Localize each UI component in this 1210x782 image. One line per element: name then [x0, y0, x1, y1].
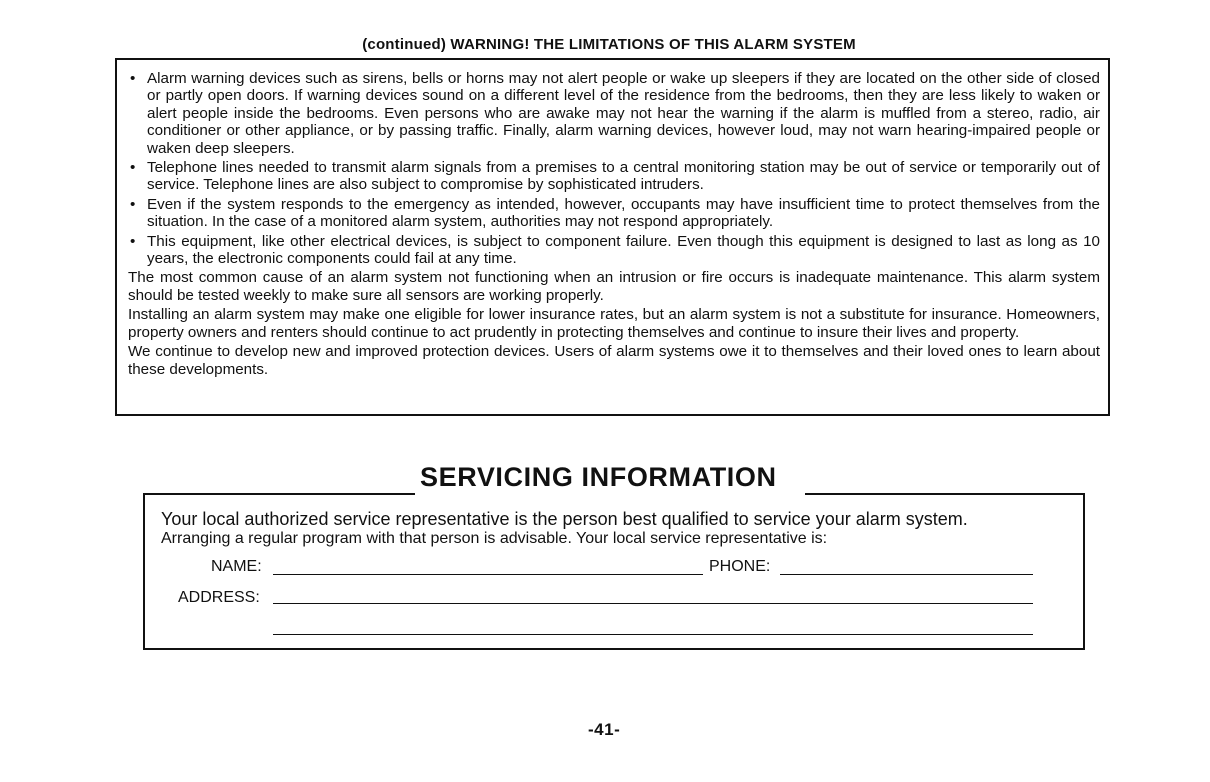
phone-label: PHONE: — [709, 558, 771, 575]
bullet-text: Alarm warning devices such as sirens, bells or horns may not alert people or wake up sleepers if they are located on the other side of closed or partly open doors. If warning devices sound on a different level of the residence from the bedrooms, then they are less likely to waken or alert people inside the bedrooms. Even persons who are awake may not hear the warning if the alarm is muffled from a stereo, radio, air conditioner or other appliance, or by passing traffic. Finally, alarm warning devices, however loud, may not warn hearing-impaired people or waken deep sleepers. — [147, 70, 1100, 157]
maintenance-paragraph: The most common cause of an alarm system not functioning when an intrusion or fire occurs is inadequate maintenance. This alarm system should be tested weekly to make sure all sensors are working properly. — [128, 269, 1100, 304]
servicing-text-line2: Arranging a regular program with that person is advisable. Your local service representative is: — [161, 530, 828, 547]
name-line — [273, 574, 703, 575]
development-paragraph: We continue to develop new and improved protection devices. Users of alarm systems owe it to themselves and their loved ones to learn about these developments. — [128, 343, 1100, 378]
phone-line — [780, 574, 1033, 575]
bullet-text: Telephone lines needed to transmit alarm signals from a premises to a central monitoring station may be out of service or temporarily out of service. Telephone lines are also subject to compromise by sophisticated intruders. — [147, 159, 1100, 194]
servicing-box — [143, 493, 1085, 650]
list-item — [128, 196, 1100, 231]
warning-box — [115, 58, 1110, 416]
servicing-text-line1: Your local authorized service representative is the person best qualified to service your alarm system. — [161, 509, 968, 529]
list-item — [128, 159, 1100, 194]
address-label: ADDRESS: — [178, 589, 260, 606]
insurance-paragraph: Installing an alarm system may make one eligible for lower insurance rates, but an alarm system is not a substitute for insurance. Homeowners, property owners and renters should continue to act prudently in protecting themselves and continue to insure their lives and property. — [128, 306, 1100, 341]
list-item — [128, 233, 1100, 268]
bullet-icon: • — [130, 195, 136, 213]
page-number: -41- — [588, 720, 621, 739]
warning-heading: (continued) WARNING! THE LIMITATIONS OF THIS ALARM SYSTEM — [362, 36, 856, 53]
address-line-2 — [273, 634, 1033, 635]
servicing-title: SERVICING INFORMATION — [420, 462, 777, 492]
list-item — [128, 70, 1100, 157]
address-line-1 — [273, 603, 1033, 604]
bullet-text: This equipment, like other electrical devices, is subject to component failure. Even though this equipment is designed to last as long as 10 years, the electronic components could fail at any time. — [147, 232, 1100, 268]
bullet-icon: • — [130, 159, 136, 177]
title-gap — [415, 493, 805, 496]
bullet-icon: • — [130, 70, 136, 87]
name-label: NAME: — [211, 558, 262, 575]
warning-bullet-list — [128, 70, 1100, 267]
bullet-icon: • — [130, 232, 136, 250]
bullet-text: Even if the system responds to the emergency as intended, however, occupants may have insufficient time to protect themselves from the situation. In the case of a monitored alarm system, authorities may not respond appropriately. — [147, 195, 1100, 231]
